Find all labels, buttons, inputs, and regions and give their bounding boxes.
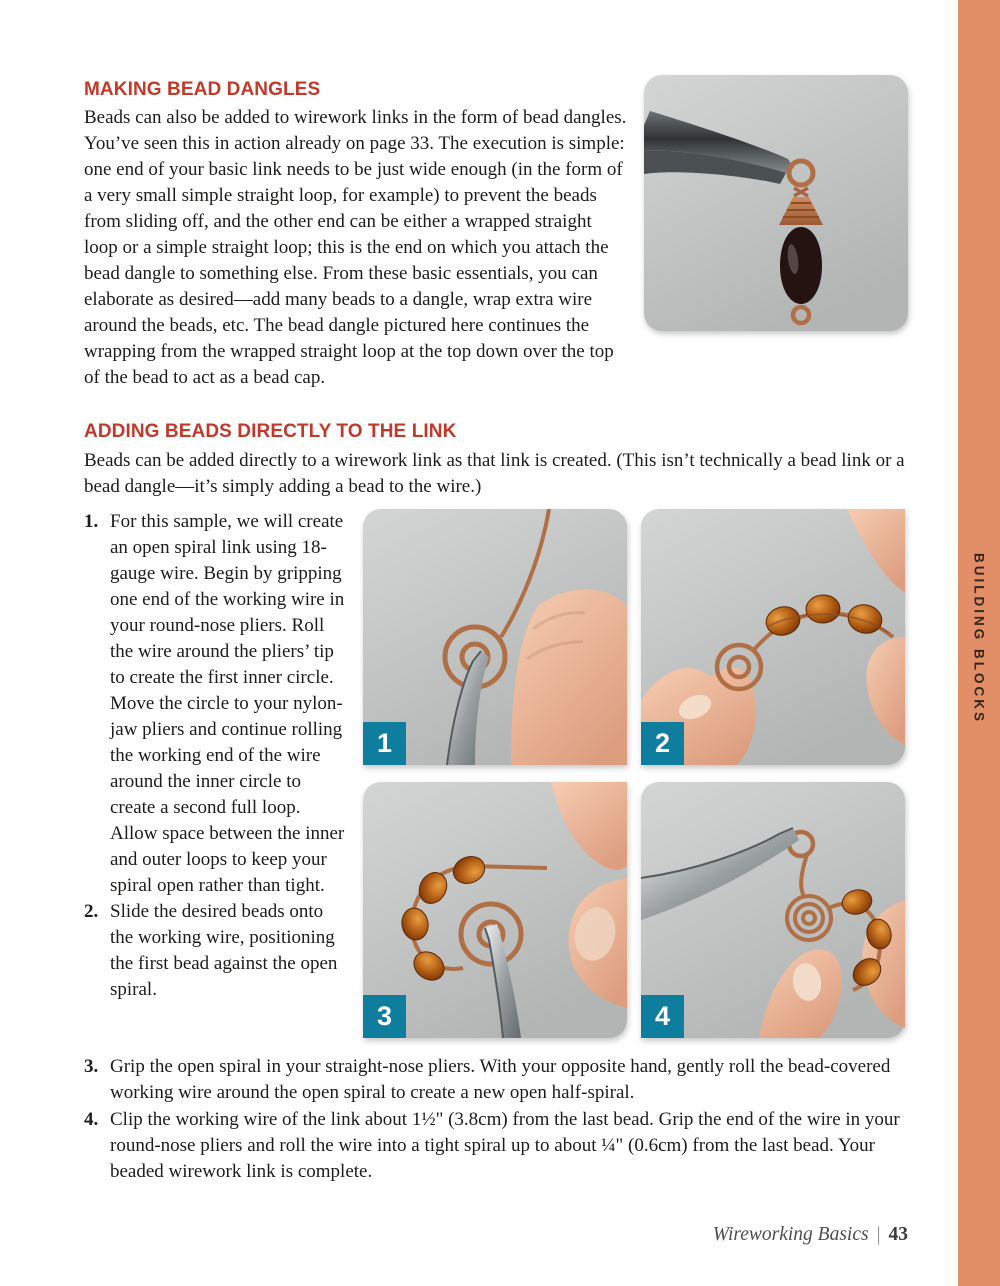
step-4-number: 4. — [84, 1108, 99, 1130]
step-2-photo — [641, 509, 905, 765]
step-4-photo — [641, 782, 905, 1038]
step-3-number: 3. — [84, 1055, 99, 1077]
page-footer — [713, 1224, 908, 1246]
step-1-photo — [363, 509, 627, 765]
step-3-photo — [363, 782, 627, 1038]
chapter-tab-strip — [958, 0, 1000, 1286]
section2-intro: Beads can be added directly to a wirework link as that link is created. (This isn’t technically a bead link or a bead dangle—it’s simply adding a bead to the wire.) — [84, 449, 905, 497]
step-2-number: 2. — [84, 900, 99, 922]
bead-dangle-illustration — [644, 75, 908, 331]
steps-and-photos-row — [84, 509, 908, 1038]
bead-dangle-photo — [644, 75, 908, 331]
section2-heading: ADDING BEADS DIRECTLY TO THE LINK — [84, 421, 457, 443]
step-2-photo-badge: 2 — [641, 722, 684, 765]
page-content — [84, 79, 908, 1186]
footer-book-title: Wireworking Basics — [712, 1224, 869, 1245]
chapter-tab-label: BUILDING BLOCKS — [971, 553, 987, 724]
section1-body: Beads can also be added to wirework links in the form of bead dangles. You’ve seen this in action already on page 33. The execution is simple: one end of your basic link needs to be just wide enough (in the form of a very small simple straight loop, for example) to prevent the beads from sliding off, and the other end can be either a wrapped straight loop or a simple straight loop; this is the end on which you attach the bead dangle to something else. From these basic essentials, you can elaborate as desired—add many beads to a dangle, wrap extra wire around the beads, etc. The bead dangle pictured here continues the wrapping from the wrapped straight loop at the top down over the top of the bead to act as a bead cap. — [84, 107, 627, 389]
step-4 — [84, 1107, 908, 1185]
steps-bottom — [84, 1054, 908, 1185]
step-1-photo-badge: 1 — [363, 722, 406, 765]
step-4-photo-badge: 4 — [641, 995, 684, 1038]
step-3-text: Grip the open spiral in your straight-nose pliers. With your opposite hand, gently roll the bead-covered working wire around the open spiral to create a new open half-spiral. — [110, 1055, 891, 1103]
section-making-bead-dangles — [84, 79, 908, 391]
dark-bead — [780, 227, 822, 304]
step-3 — [84, 1054, 908, 1106]
step-1-text: For this sample, we will create an open spiral link using 18-gauge wire. Begin by gripping one end of the working wire in your round-nose pliers. Roll the wire around the pliers’ tip to create the first inner circle. Move the circle to your nylon-jaw pliers and continue rolling the working end of the wire around the inner circle to create a second full loop. Allow space between the inner and outer loops to keep your spiral open rather than tight. — [110, 510, 345, 896]
step-photo-grid — [363, 509, 905, 1038]
step-2 — [84, 899, 351, 1003]
footer-page-number: 43 — [888, 1224, 908, 1245]
steps-column — [84, 509, 363, 1038]
step-4-text: Clip the working wire of the link about 1½" (3.8cm) from the last bead. Grip the end of the wire in your round-nose pliers and roll the wire into a tight spiral up to about ¼" (0.6cm) from the last bead. Your beaded wirework link is complete. — [110, 1108, 900, 1182]
section-adding-beads-to-link — [84, 421, 908, 1184]
footer-separator: | — [876, 1224, 881, 1245]
step-2-text: Slide the desired beads onto the working wire, positioning the first bead against the open spiral. — [110, 900, 338, 1000]
step-1-number: 1. — [84, 510, 99, 532]
step-1 — [84, 509, 351, 899]
section1-heading: MAKING BEAD DANGLES — [84, 79, 321, 100]
step-3-photo-badge: 3 — [363, 995, 406, 1038]
